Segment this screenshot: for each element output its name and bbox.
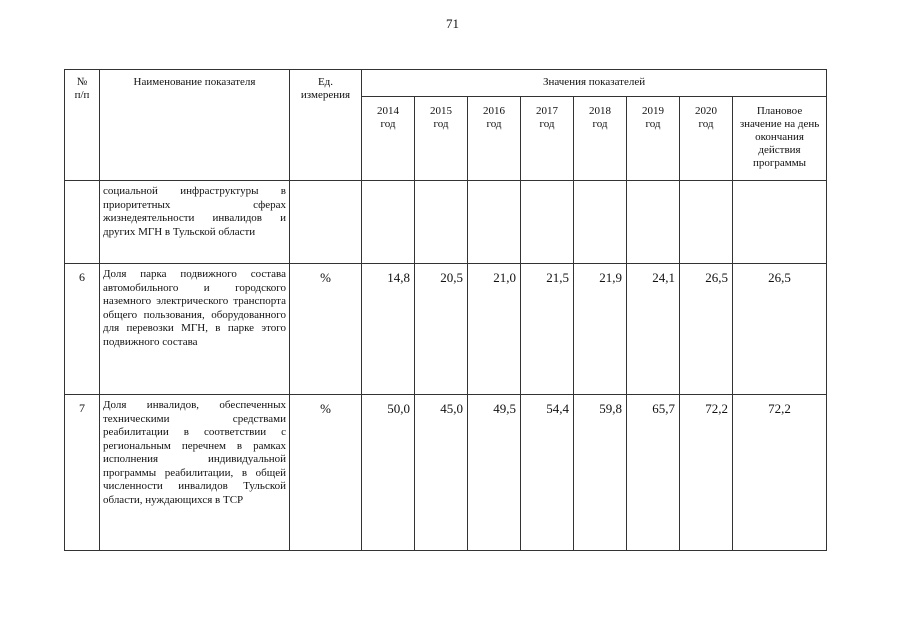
row-plan: 26,5	[733, 264, 827, 395]
row-unit: %	[290, 264, 362, 395]
row-value	[627, 181, 680, 264]
header-year: 2017 год	[521, 97, 574, 181]
header-name: Наименование показателя	[100, 70, 290, 181]
row-value	[574, 181, 627, 264]
row-value: 65,7	[627, 395, 680, 551]
row-value: 54,4	[521, 395, 574, 551]
table-row	[65, 264, 827, 395]
row-num: 6	[65, 264, 100, 395]
row-name: Доля парка подвижного состава автомобильного и городского наземного электрического транспорта общего пользования, оборудованного для перевозки МГН, в парке этого подвижного состава	[100, 264, 290, 395]
row-value: 45,0	[415, 395, 468, 551]
row-name: Доля инвалидов, обеспеченных техническими средствами реабилитации в соответствии с региональным перечнем в рамках исполнения индивидуальной программы реабилитации, в общей численности инвалидов Тульской области, нуждающихся в ТСР	[100, 395, 290, 551]
row-num	[65, 181, 100, 264]
row-value: 26,5	[680, 264, 733, 395]
row-plan	[733, 181, 827, 264]
row-unit	[290, 181, 362, 264]
indicators-table	[64, 69, 827, 551]
row-value	[362, 181, 415, 264]
row-name: социальной инфраструктуры в приоритетных сферах жизнедеятельности инвалидов и других МГН в Тульской области	[100, 181, 290, 264]
header-year: 2020 год	[680, 97, 733, 181]
row-value: 24,1	[627, 264, 680, 395]
table-row	[65, 181, 827, 264]
header-num: № п/п	[65, 70, 100, 181]
row-value: 59,8	[574, 395, 627, 551]
header-values-group: Значения показателей	[362, 70, 827, 97]
row-value: 72,2	[680, 395, 733, 551]
header-row-top	[65, 70, 827, 97]
header-year: 2015 год	[415, 97, 468, 181]
row-value	[680, 181, 733, 264]
row-plan: 72,2	[733, 395, 827, 551]
row-value	[415, 181, 468, 264]
row-value: 14,8	[362, 264, 415, 395]
row-num: 7	[65, 395, 100, 551]
row-value: 21,0	[468, 264, 521, 395]
header-plan: Плановое значение на день окончания действия программы	[733, 97, 827, 181]
header-year: 2016 год	[468, 97, 521, 181]
row-value	[468, 181, 521, 264]
header-year: 2014 год	[362, 97, 415, 181]
header-unit: Ед. измерения	[290, 70, 362, 181]
row-value	[521, 181, 574, 264]
row-unit: %	[290, 395, 362, 551]
row-value: 21,9	[574, 264, 627, 395]
table-row	[65, 395, 827, 551]
header-year: 2019 год	[627, 97, 680, 181]
header-year: 2018 год	[574, 97, 627, 181]
row-value: 50,0	[362, 395, 415, 551]
row-value: 20,5	[415, 264, 468, 395]
row-value: 49,5	[468, 395, 521, 551]
page-number: 71	[446, 16, 459, 31]
row-value: 21,5	[521, 264, 574, 395]
